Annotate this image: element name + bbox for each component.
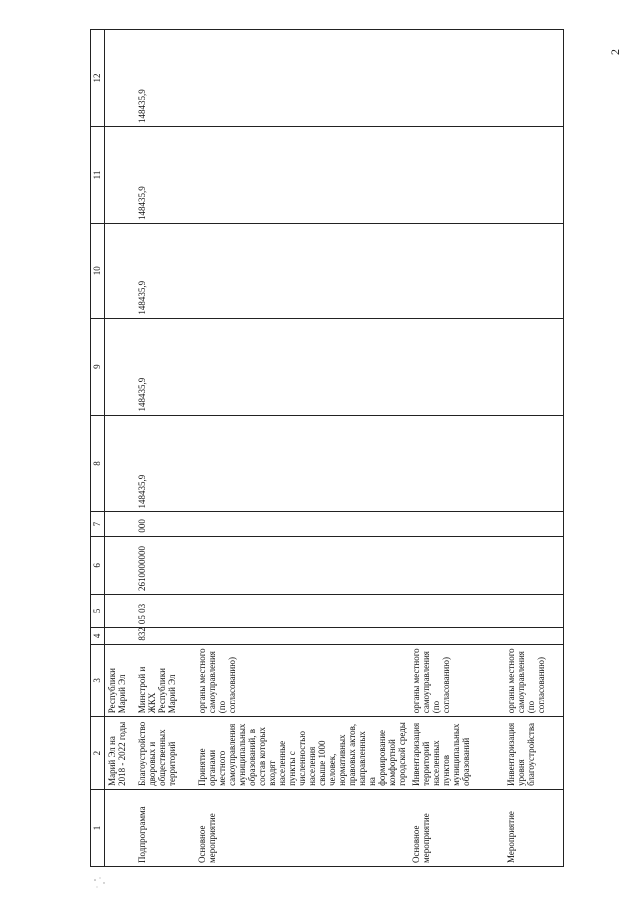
row-title: Инвентаризация территорий населенных пунктов муниципальных образований [409,717,504,790]
row-type: Мероприятие [504,789,564,866]
scan-speck-marks [92,876,108,890]
cell-c12: 148435,9 [135,30,195,127]
row-executor: Минстрой и ЖКХ Республики Марий Эл [135,644,195,717]
cell-c5 [504,595,564,628]
col-header-10: 10 [91,223,105,318]
cell-c8 [409,415,504,512]
cell-c5: 05 03 [135,595,195,628]
cell-c10: 148435,9 [135,223,195,318]
cell-c5 [105,595,135,628]
row-type: Подпрограмма [135,789,195,866]
table-row [504,30,564,867]
col-header-9: 9 [91,318,105,415]
col-header-4: 4 [91,628,105,645]
row-executor: Республики Марий Эл [105,644,135,717]
table-header [91,30,105,867]
cell-c6 [409,536,504,594]
cell-c11 [504,127,564,224]
cell-c10 [105,223,135,318]
cell-c9 [195,318,409,415]
cell-c12 [504,30,564,127]
cell-c5 [195,595,409,628]
cell-c8 [504,415,564,512]
cell-c9 [105,318,135,415]
cell-c12 [195,30,409,127]
cell-c12 [105,30,135,127]
row-type [105,789,135,866]
cell-c9: 148435,9 [135,318,195,415]
row-type: Основное мероприятие [409,789,504,866]
program-table [90,29,564,867]
table-row [105,30,135,867]
col-header-11: 11 [91,127,105,224]
col-header-1: 1 [91,789,105,866]
cell-c8 [195,415,409,512]
cell-c4 [105,628,135,645]
col-header-2: 2 [91,717,105,790]
cell-c7 [195,512,409,536]
row-title: Инвентаризация уровня благоустройства [504,717,564,790]
row-type: Основное мероприятие [195,789,409,866]
cell-c11: 148435,9 [135,127,195,224]
table-row [135,30,195,867]
cell-c12 [409,30,504,127]
page-number: 2 [608,49,622,55]
cell-c7: 000 [135,512,195,536]
col-header-8: 8 [91,415,105,512]
cell-c4: 832 [135,628,195,645]
cell-c4 [195,628,409,645]
row-executor: органы местного самоуправления (по согласованию) [195,644,409,717]
cell-c7 [504,512,564,536]
row-title: Принятие органами местного самоуправления муниципальных образований, в состав которых входят населенные пункты с численностью населения свыше 1000 человек, нормативных правовых актов, направленных на формирование комфортной городской среды [195,717,409,790]
cell-c4 [409,628,504,645]
cell-c11 [409,127,504,224]
column-number-row [91,30,105,867]
cell-c4 [504,628,564,645]
col-header-6: 6 [91,536,105,594]
cell-c11 [105,127,135,224]
row-title: Благоустройство дворовых и общественных территорий [135,717,195,790]
col-header-7: 7 [91,512,105,536]
col-header-12: 12 [91,30,105,127]
cell-c5 [409,595,504,628]
cell-c10 [409,223,504,318]
cell-c9 [409,318,504,415]
cell-c10 [504,223,564,318]
table-row [195,30,409,867]
cell-c10 [195,223,409,318]
col-header-5: 5 [91,595,105,628]
row-executor: органы местного самоуправления (по согласованию) [504,644,564,717]
cell-c11 [195,127,409,224]
table-row [409,30,504,867]
cell-c6 [504,536,564,594]
cell-c8: 148435,9 [135,415,195,512]
cell-c6 [105,536,135,594]
cell-c9 [504,318,564,415]
cell-c6 [195,536,409,594]
cell-c7 [409,512,504,536]
cell-c7 [105,512,135,536]
col-header-3: 3 [91,644,105,717]
row-executor: органы местного самоуправления (по согласованию) [409,644,504,717]
cell-c8 [105,415,135,512]
cell-c6: 2610000000 [135,536,195,594]
row-title: Марий Эл на 2018 - 2022 годы [105,717,135,790]
